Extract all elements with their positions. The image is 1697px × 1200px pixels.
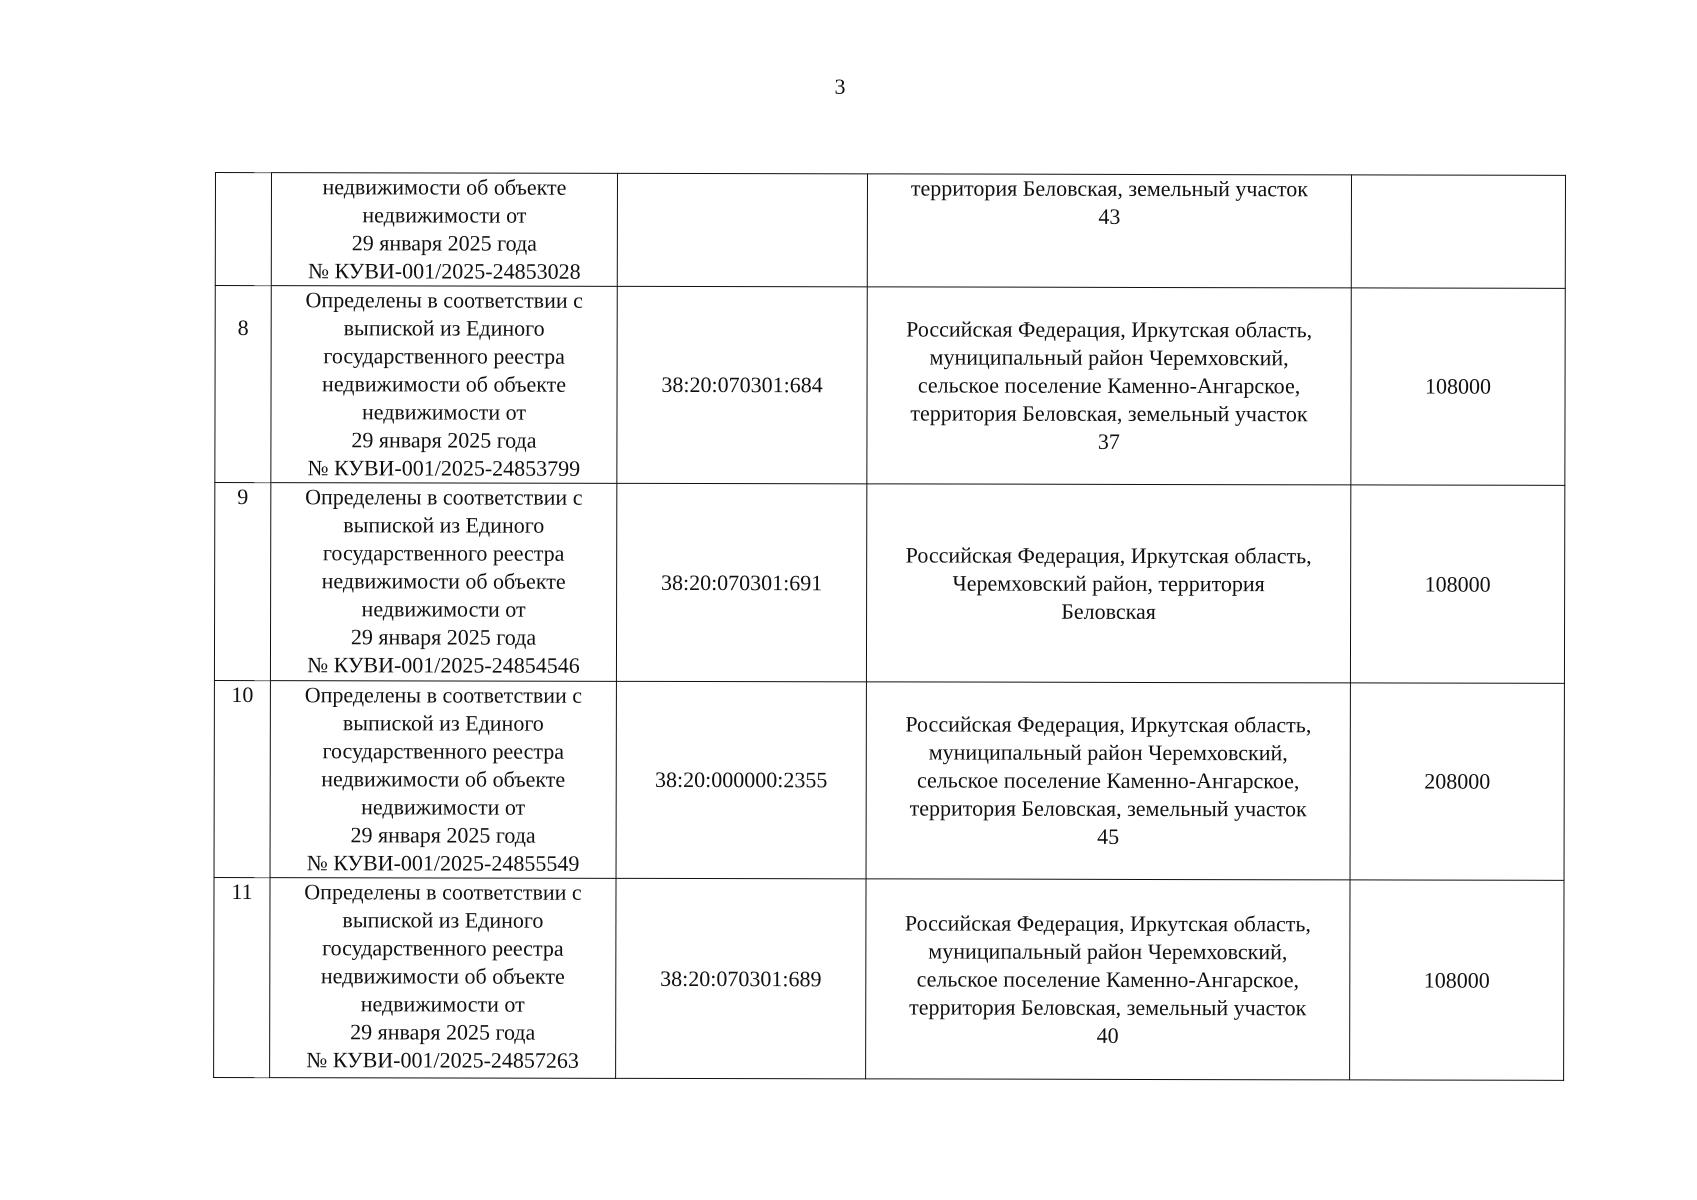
basis-cell <box>271 286 617 484</box>
address-line: 37 <box>1097 428 1120 454</box>
cadastral-number-cell: 38:20:070301:691 <box>616 483 866 682</box>
basis-line: 29 января 2025 года <box>350 822 536 848</box>
table-row <box>214 483 1564 684</box>
address-line: Российская Федерация, Иркутская область, <box>905 541 1312 568</box>
address-line: территория Беловская, земельный участок <box>909 795 1307 822</box>
address-line: муниципальный район Черемховский, <box>928 739 1288 766</box>
basis-line: № КУВИ-001/2025-24854546 <box>307 652 580 678</box>
basis-line: Определены в соответствии с <box>305 484 583 510</box>
basis-line: Определены в соответствии с <box>305 287 583 313</box>
basis-line: выпиской из Единого <box>343 315 545 341</box>
row-number-cell <box>215 173 271 286</box>
basis-line: недвижимости от <box>362 202 527 228</box>
address-line: сельское поселение Каменно-Ангарское, <box>916 767 1300 794</box>
value-cell <box>1351 175 1565 288</box>
basis-line: недвижимости от <box>360 991 525 1017</box>
address-line: территория Беловская, земельный участок <box>909 993 1307 1020</box>
basis-line: государственного реестра <box>322 935 564 961</box>
cadastral-number-cell: 38:20:070301:684 <box>617 286 867 484</box>
address-cell <box>867 287 1351 485</box>
basis-line: № КУВИ-001/2025-24853028 <box>307 258 581 284</box>
row-number-cell: 11 <box>214 877 270 1077</box>
basis-line: 29 января 2025 года <box>351 230 537 256</box>
basis-cell <box>270 878 616 1079</box>
address-cell <box>866 682 1350 880</box>
basis-line: 29 января 2025 года <box>350 624 537 650</box>
basis-line: недвижимости от <box>361 399 527 425</box>
address-line: муниципальный район Черемховский, <box>928 937 1288 964</box>
basis-line: выпиской из Единого <box>343 512 545 538</box>
table-row-continuation <box>215 173 1565 289</box>
cadastral-number-cell: 38:20:070301:689 <box>616 878 866 1079</box>
address-line: 43 <box>1098 203 1121 229</box>
cadastral-number-cell <box>617 173 867 287</box>
basis-line: Определены в соответствии с <box>304 682 583 708</box>
basis-line: выпиской из Единого <box>342 710 544 736</box>
basis-line: № КУВИ-001/2025-24857263 <box>306 1047 579 1073</box>
address-line: 45 <box>1097 823 1120 849</box>
basis-line: государственного реестра <box>322 540 565 566</box>
basis-line: 29 января 2025 года <box>350 1019 536 1045</box>
basis-line: недвижимости от <box>361 794 526 820</box>
address-line: муниципальный район Черемховский, <box>929 344 1289 371</box>
address-line: Российская Федерация, Иркутская область, <box>905 711 1312 738</box>
address-line: территория Беловская, земельный участок <box>910 400 1308 427</box>
parcels-table <box>213 172 1566 1081</box>
basis-cell <box>270 681 616 879</box>
row-number-cell: 8 <box>215 286 271 483</box>
cadastral-number-cell: 38:20:000000:2355 <box>616 681 866 879</box>
value-cell: 208000 <box>1350 683 1564 880</box>
basis-line: недвижимости об объекте <box>322 371 567 397</box>
basis-line: № КУВИ-001/2025-24855549 <box>306 850 580 876</box>
basis-line: 29 января 2025 года <box>351 427 537 453</box>
address-line: сельское поселение Каменно-Ангарское, <box>916 965 1300 992</box>
table-row <box>214 680 1564 880</box>
basis-line: Определены в соответствии с <box>304 879 582 905</box>
basis-cell <box>270 483 616 682</box>
value-cell: 108000 <box>1350 485 1564 683</box>
basis-line: недвижимости об объекте <box>320 963 565 989</box>
basis-line: выпиской из Единого <box>342 907 544 933</box>
address-line: территория Беловская, земельный участок <box>910 175 1309 202</box>
table-row <box>215 286 1565 486</box>
basis-line: недвижимости от <box>361 596 526 622</box>
address-line: Беловская <box>1061 598 1156 624</box>
page-number: 3 <box>834 74 846 99</box>
basis-line: № КУВИ-001/2025-24853799 <box>307 455 581 481</box>
address-line: Черемховский район, территория <box>952 570 1265 596</box>
basis-line: недвижимости об объекте <box>322 174 567 200</box>
address-cell <box>867 174 1351 288</box>
table-row <box>214 877 1564 1080</box>
address-cell <box>866 879 1350 1080</box>
basis-line: недвижимости об объекте <box>321 568 566 594</box>
address-line: Российская Федерация, Иркутская область, <box>906 316 1313 343</box>
value-cell: 108000 <box>1350 880 1564 1080</box>
value-cell: 108000 <box>1351 288 1565 485</box>
basis-cell <box>271 173 617 287</box>
row-number-cell: 9 <box>214 483 270 681</box>
basis-line: недвижимости об объекте <box>321 766 566 792</box>
basis-line: государственного реестра <box>323 343 565 369</box>
basis-line: государственного реестра <box>322 738 565 764</box>
address-cell <box>866 484 1350 683</box>
address-line: сельское поселение Каменно-Ангарское, <box>917 372 1301 399</box>
address-line: 40 <box>1096 1022 1119 1048</box>
row-number-cell: 10 <box>214 680 270 877</box>
address-line: Российская Федерация, Иркутская область, <box>904 909 1311 936</box>
